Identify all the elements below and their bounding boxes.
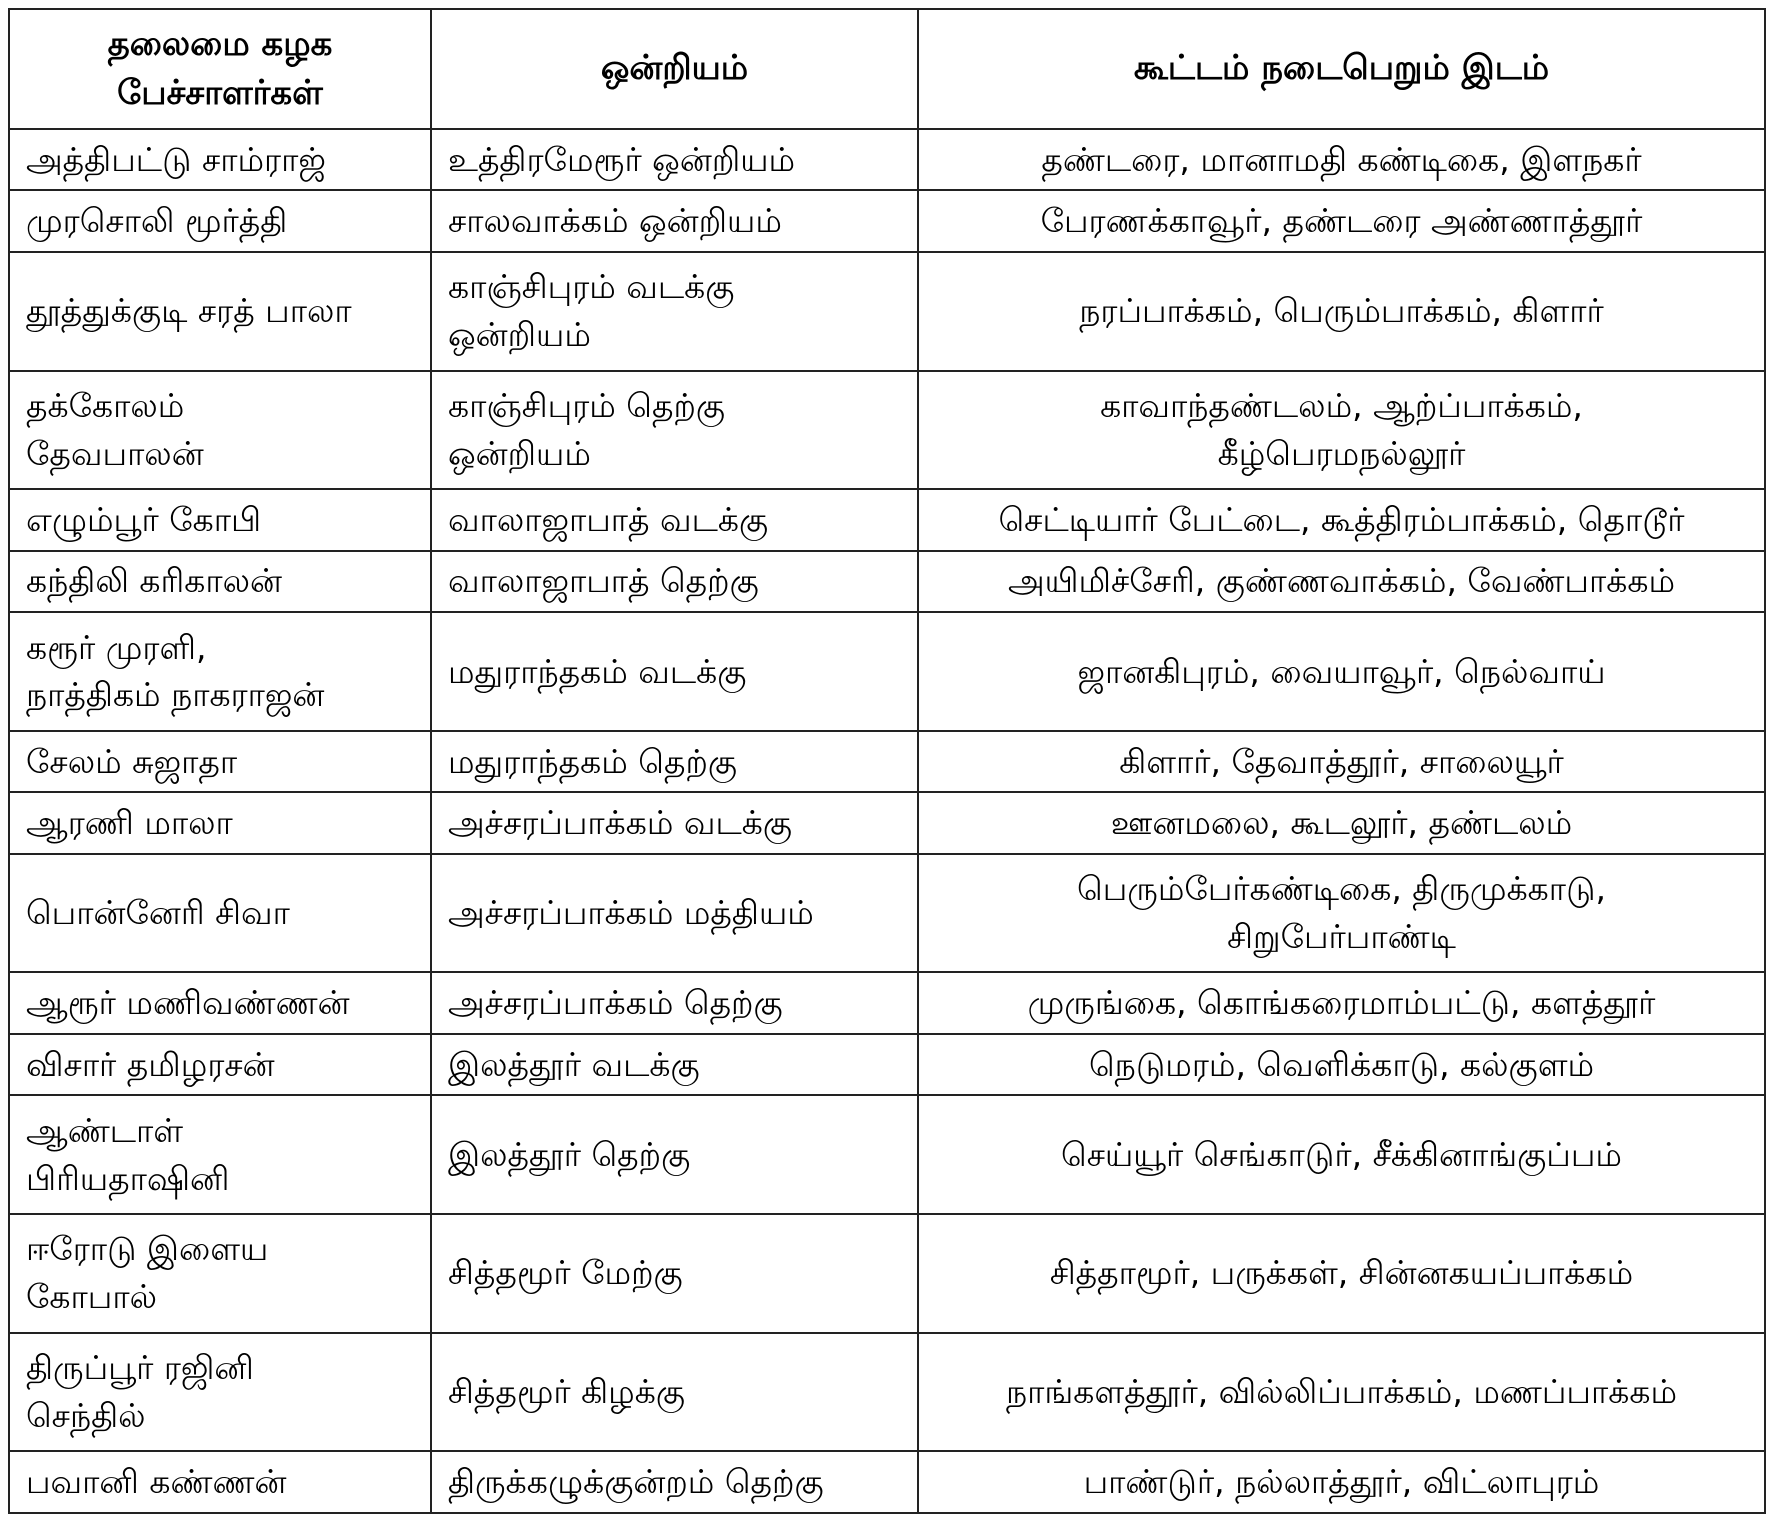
- union-cell: [431, 190, 918, 251]
- union-name: திருக்கழுக்குன்றம் தெற்கு: [448, 1462, 824, 1502]
- venue-cell: [918, 1034, 1765, 1095]
- table-row: [9, 792, 1765, 853]
- venue-places: பாண்டுர், நல்லாத்தூர், விட்லாபுரம்: [1083, 1462, 1600, 1502]
- venue-cell: [918, 1451, 1765, 1513]
- venue-places: பெரும்பேர்கண்டிகை, திருமுக்காடு,: [1077, 869, 1606, 909]
- meeting-schedule-sheet: [8, 8, 1764, 1514]
- speaker-name: முரசொலி மூர்த்தி: [26, 201, 288, 241]
- union-name: சாலவாக்கம் ஒன்றியம்: [448, 201, 782, 241]
- union-name: இலத்தூர் தெற்கு: [448, 1134, 691, 1174]
- venue-places: நாங்களத்தூர், வில்லிப்பாக்கம், மணப்பாக்கம்: [1005, 1372, 1678, 1412]
- speaker-cell: [9, 972, 431, 1033]
- union-cell: [431, 854, 918, 973]
- union-name: சித்தமூர் கிழக்கு: [448, 1372, 685, 1412]
- speaker-name: சேலம் சுஜாதா: [26, 741, 238, 781]
- speaker-name: கோபால்: [26, 1277, 157, 1317]
- venue-cell: [918, 551, 1765, 612]
- speaker-name: நாத்திகம் நாகராஜன்: [26, 675, 325, 715]
- venue-cell: [918, 252, 1765, 371]
- venue-places: தண்டரை, மானாமதி கண்டிகை, இளநகர்: [1041, 139, 1642, 179]
- speaker-name: தேவபாலன்: [26, 433, 204, 473]
- speaker-cell: [9, 129, 431, 190]
- venue-places: நெடுமரம், வெளிக்காடு, கல்குளம்: [1088, 1044, 1595, 1084]
- union-cell: [431, 1333, 918, 1452]
- speaker-cell: [9, 612, 431, 731]
- table-row: [9, 1451, 1765, 1513]
- speaker-cell: [9, 1214, 431, 1333]
- venue-places: நரப்பாக்கம், பெரும்பாக்கம், கிளார்: [1079, 291, 1604, 331]
- speaker-name: அத்திபட்டு சாம்ராஜ்: [26, 139, 326, 179]
- table-row: [9, 1214, 1765, 1333]
- union-name: அச்சரப்பாக்கம் வடக்கு: [448, 803, 792, 843]
- venue-cell: [918, 1095, 1765, 1214]
- table-row: [9, 854, 1765, 973]
- speaker-name: விசார் தமிழரசன்: [26, 1044, 275, 1084]
- union-cell: [431, 1095, 918, 1214]
- speaker-cell: [9, 1333, 431, 1452]
- union-cell: [431, 1034, 918, 1095]
- union-name: ஒன்றியம்: [448, 315, 591, 355]
- speaker-name: கந்திலி கரிகாலன்: [26, 561, 283, 601]
- venue-places: செய்யூர் செங்காடுர், சீக்கினாங்குப்பம்: [1061, 1134, 1622, 1174]
- table-row: [9, 129, 1765, 190]
- header-speaker-line: தலைமை கழக: [107, 23, 333, 64]
- union-name: மதுராந்தகம் வடக்கு: [448, 651, 747, 691]
- table-header-row: [9, 9, 1765, 129]
- speaker-name: திருப்பூர் ரஜினி: [26, 1348, 254, 1388]
- union-name: வாலாஜாபாத் தெற்கு: [448, 561, 759, 601]
- speaker-name: தக்கோலம்: [26, 386, 185, 426]
- speaker-schedule-table: [8, 8, 1766, 1514]
- venue-places: ஊனமலை, கூடலூர், தண்டலம்: [1110, 803, 1573, 843]
- union-cell: [431, 129, 918, 190]
- table-row: [9, 1034, 1765, 1095]
- table-row: [9, 731, 1765, 792]
- union-cell: [431, 489, 918, 550]
- venue-cell: [918, 1214, 1765, 1333]
- union-cell: [431, 1214, 918, 1333]
- header-union-line: ஒன்றியம்: [600, 48, 749, 89]
- union-cell: [431, 551, 918, 612]
- venue-cell: [918, 1333, 1765, 1452]
- venue-places: கிளார், தேவாத்தூர், சாலையூர்: [1119, 741, 1564, 781]
- union-cell: [431, 612, 918, 731]
- table-row: [9, 190, 1765, 251]
- union-name: வாலாஜாபாத் வடக்கு: [448, 500, 769, 540]
- venue-cell: [918, 731, 1765, 792]
- union-cell: [431, 371, 918, 490]
- table-row: [9, 972, 1765, 1033]
- speaker-cell: [9, 371, 431, 490]
- table-row: [9, 1333, 1765, 1452]
- table-row: [9, 551, 1765, 612]
- venue-cell: [918, 612, 1765, 731]
- table-row: [9, 612, 1765, 731]
- table-row: [9, 252, 1765, 371]
- venue-places: முருங்கை, கொங்கரைமாம்பட்டு, களத்தூர்: [1027, 983, 1656, 1023]
- speaker-name: தூத்துக்குடி சரத் பாலா: [26, 291, 352, 331]
- table-row: [9, 489, 1765, 550]
- speaker-cell: [9, 1451, 431, 1513]
- speaker-cell: [9, 792, 431, 853]
- speaker-name: ஈரோடு இளைய: [26, 1229, 269, 1269]
- union-name: காஞ்சிபுரம் வடக்கு: [448, 267, 735, 307]
- venue-places: ஜானகிபுரம், வையாவூர், நெல்வாய்: [1077, 651, 1606, 691]
- header-venue: [918, 9, 1765, 129]
- venue-places: கீழ்பெரமநல்லூர்: [1217, 433, 1466, 473]
- header-speaker: [9, 9, 431, 129]
- union-cell: [431, 972, 918, 1033]
- venue-places: சிறுபேர்பாண்டி: [1227, 917, 1456, 957]
- venue-places: பேரணக்காவூர், தண்டரை அண்ணாத்தூர்: [1040, 201, 1643, 241]
- union-name: அச்சரப்பாக்கம் தெற்கு: [448, 983, 783, 1023]
- speaker-name: பவானி கண்ணன்: [26, 1462, 287, 1502]
- union-cell: [431, 252, 918, 371]
- speaker-cell: [9, 731, 431, 792]
- venue-places: சித்தாமூர், பருக்கள், சின்னகயப்பாக்கம்: [1049, 1253, 1634, 1293]
- speaker-cell: [9, 190, 431, 251]
- venue-cell: [918, 129, 1765, 190]
- venue-cell: [918, 972, 1765, 1033]
- header-speaker-line: பேச்சாளர்கள்: [117, 73, 323, 113]
- speaker-name: பிரியதாஷினி: [26, 1158, 230, 1198]
- venue-places: காவாந்தண்டலம், ஆற்ப்பாக்கம்,: [1100, 386, 1583, 426]
- speaker-name: ஆண்டாள்: [26, 1110, 184, 1150]
- speaker-name: கரூர் முரளி,: [26, 627, 207, 667]
- union-name: இலத்தூர் வடக்கு: [448, 1044, 700, 1084]
- venue-cell: [918, 792, 1765, 853]
- union-name: மதுராந்தகம் தெற்கு: [448, 741, 738, 781]
- speaker-cell: [9, 854, 431, 973]
- speaker-cell: [9, 489, 431, 550]
- venue-cell: [918, 190, 1765, 251]
- venue-cell: [918, 489, 1765, 550]
- speaker-cell: [9, 252, 431, 371]
- venue-places: செட்டியார் பேட்டை, கூத்திரம்பாக்கம், தொடூர்: [998, 500, 1685, 540]
- speaker-name: எழும்பூர் கோபி: [26, 500, 262, 540]
- header-venue-line: கூட்டம் நடைபெறும் இடம்: [1133, 48, 1550, 89]
- table-row: [9, 371, 1765, 490]
- speaker-name: பொன்னேரி சிவா: [26, 893, 290, 933]
- union-cell: [431, 1451, 918, 1513]
- venue-cell: [918, 371, 1765, 490]
- union-name: ஒன்றியம்: [448, 433, 591, 473]
- union-cell: [431, 731, 918, 792]
- union-cell: [431, 792, 918, 853]
- speaker-cell: [9, 1034, 431, 1095]
- table-row: [9, 1095, 1765, 1214]
- venue-places: அயிமிச்சேரி, குண்ணவாக்கம், வேண்பாக்கம்: [1008, 561, 1675, 601]
- speaker-cell: [9, 551, 431, 612]
- venue-cell: [918, 854, 1765, 973]
- union-name: சித்தமூர் மேற்கு: [448, 1253, 683, 1293]
- speaker-name: ஆரணி மாலா: [26, 803, 233, 843]
- speaker-name: செந்தில்: [26, 1396, 146, 1436]
- speaker-name: ஆரூர் மணிவண்ணன்: [26, 983, 350, 1023]
- union-name: அச்சரப்பாக்கம் மத்தியம்: [448, 893, 814, 933]
- union-name: காஞ்சிபுரம் தெற்கு: [448, 386, 726, 426]
- speaker-cell: [9, 1095, 431, 1214]
- header-union: [431, 9, 918, 129]
- union-name: உத்திரமேரூர் ஒன்றியம்: [448, 139, 796, 179]
